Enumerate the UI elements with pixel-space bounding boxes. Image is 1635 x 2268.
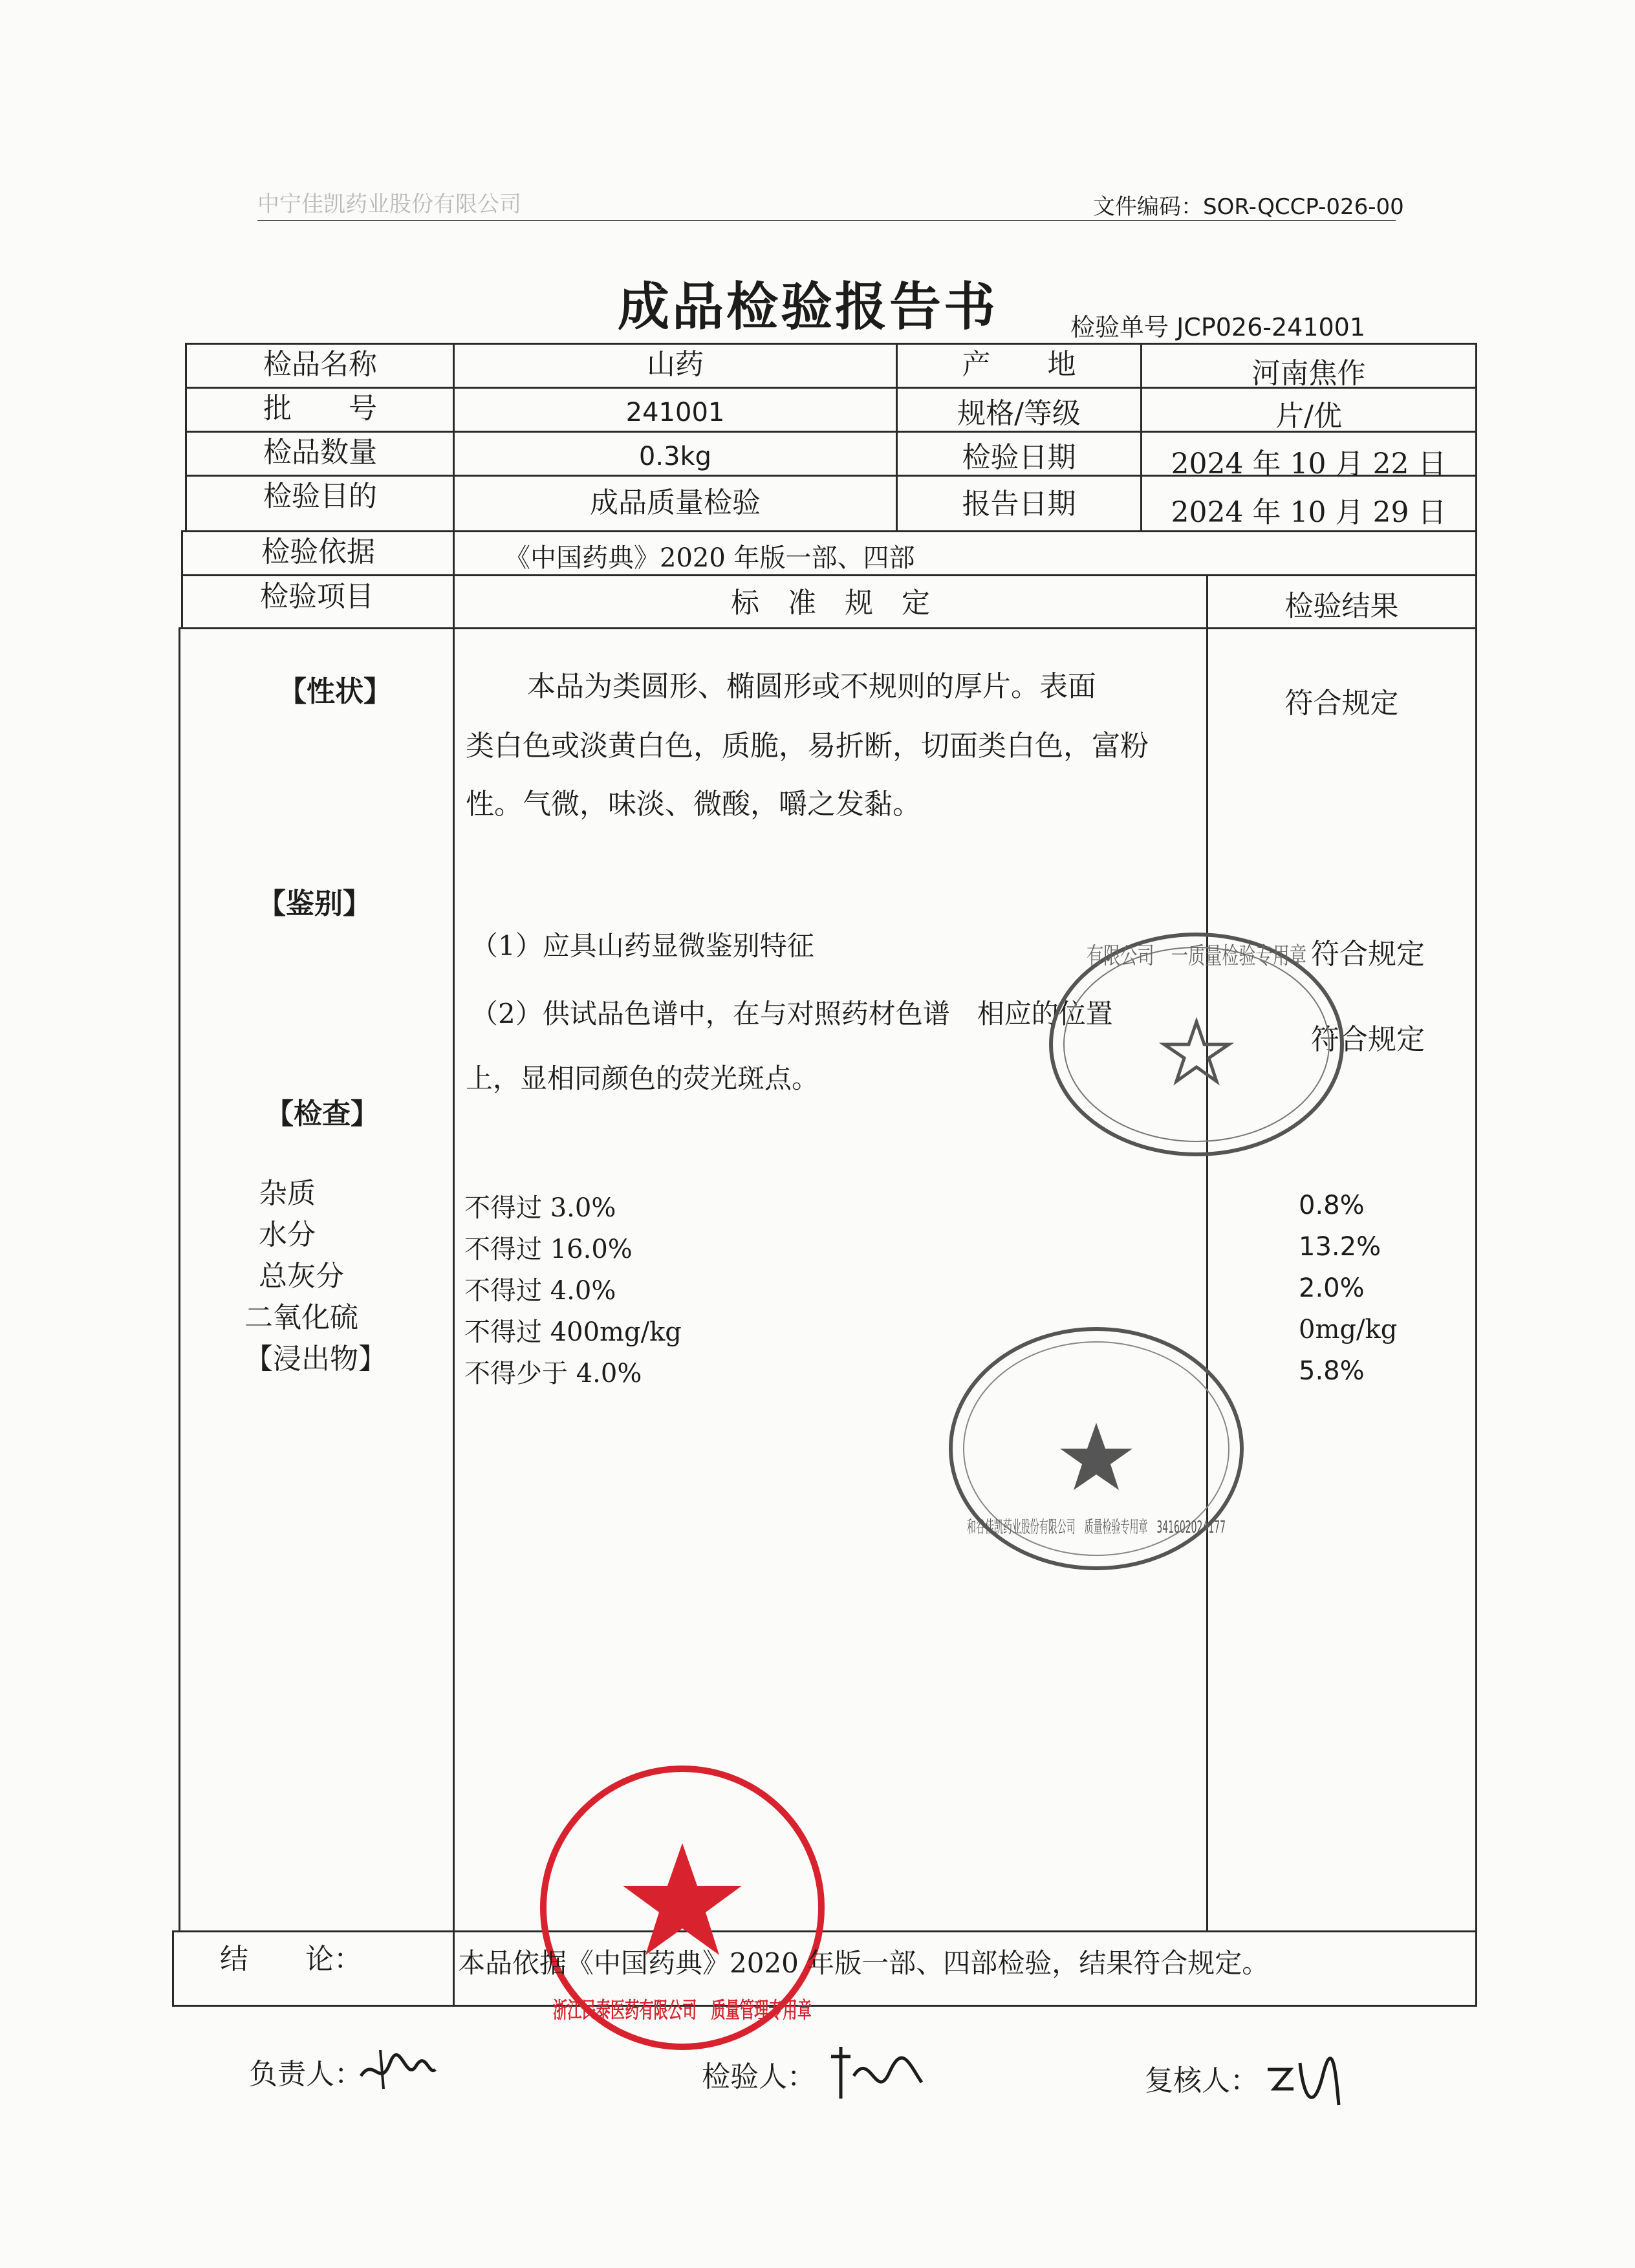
value-sample-name: 山药 bbox=[647, 348, 704, 381]
check-item-standard: 不得少于 4.0% bbox=[464, 1359, 642, 1388]
jianbie-result-1: 符合规定 bbox=[1311, 938, 1425, 971]
value-inspection-date: 2024 年 10 月 22 日 bbox=[1171, 448, 1447, 481]
check-item-result: 2.0% bbox=[1299, 1273, 1365, 1303]
responsible-person-label: 负责人： bbox=[249, 2058, 363, 2091]
label-inspection-date: 检验日期 bbox=[962, 441, 1076, 474]
xingzhuang-line-1: 本品为类圆形、椭圆形或不规则的厚片。表面 bbox=[527, 670, 1096, 703]
check-item-result: 13.2% bbox=[1299, 1232, 1381, 1262]
stamp-middle-text: 和谷佳凯药业股份有限公司 质量检验专用章 341602024177 bbox=[967, 1518, 1226, 1537]
label-standard: 标 准 规 定 bbox=[731, 587, 930, 620]
label-basis: 检验依据 bbox=[261, 535, 375, 568]
check-item-name: 二氧化硫 bbox=[244, 1301, 358, 1334]
header-rule bbox=[257, 220, 1396, 221]
check-item-result: 5.8% bbox=[1299, 1356, 1365, 1386]
conclusion-label: 结 论： bbox=[220, 1943, 362, 1976]
check-item-standard: 不得过 3.0% bbox=[464, 1193, 616, 1223]
inspector-label: 检验人： bbox=[702, 2060, 816, 2093]
jianbie-line-1: （1）应具山药显微鉴别特征 bbox=[471, 930, 814, 962]
report-title: 成品检验报告书 bbox=[618, 276, 998, 337]
label-purpose: 检验目的 bbox=[263, 480, 377, 513]
file-code: 文件编码：SOR-QCCP-026-00 bbox=[1093, 194, 1404, 220]
xingzhuang-line-2: 类白色或淡黄白色，质脆，易折断，切面类白色，富粉 bbox=[466, 729, 1149, 762]
check-item-name: 【浸出物】 bbox=[244, 1343, 387, 1376]
label-result: 检验结果 bbox=[1284, 590, 1399, 623]
check-item-standard: 不得过 4.0% bbox=[464, 1276, 616, 1306]
stamp-top-text: 有限公司 一质量检验专用章 bbox=[1087, 943, 1306, 969]
quality-inspection-stamp-middle bbox=[941, 1319, 1251, 1578]
value-spec-grade: 片/优 bbox=[1275, 400, 1342, 433]
label-test-items: 检验项目 bbox=[260, 580, 374, 613]
label-batch-number: 批 号 bbox=[263, 392, 377, 425]
check-item-name: 水分 bbox=[259, 1218, 316, 1251]
inspector-signature bbox=[825, 2037, 928, 2108]
report-number: 检验单号 JCP026-241001 bbox=[1070, 313, 1366, 341]
value-batch-number: 241001 bbox=[625, 398, 725, 427]
red-quality-management-stamp bbox=[534, 1759, 831, 2057]
xingzhuang-line-3: 性。气微，味淡、微酸，嚼之发黏。 bbox=[466, 788, 921, 821]
conclusion-text: 本品依据《中国药典》2020 年版一部、四部检验，结果符合规定。 bbox=[458, 1947, 1270, 1979]
jianbie-line-3: 上，显相同颜色的荧光斑点。 bbox=[466, 1063, 819, 1094]
label-origin: 产 地 bbox=[962, 348, 1076, 381]
xingzhuang-result: 符合规定 bbox=[1284, 687, 1399, 720]
reviewer-label: 复核人： bbox=[1145, 2064, 1259, 2097]
check-item-name: 杂质 bbox=[259, 1177, 316, 1210]
faded-company-name: 中宁佳凯药业股份有限公司 bbox=[257, 191, 521, 217]
value-report-date: 2024 年 10 月 29 日 bbox=[1171, 496, 1447, 529]
section-xingzhuang-label: 【性状】 bbox=[278, 675, 392, 708]
check-item-standard: 不得过 400mg/kg bbox=[464, 1317, 682, 1347]
section-jiancha-label: 【检查】 bbox=[265, 1097, 379, 1130]
value-sample-quantity: 0.3kg bbox=[638, 442, 712, 471]
label-spec-grade: 规格/等级 bbox=[957, 397, 1081, 430]
label-sample-name: 检品名称 bbox=[263, 348, 377, 381]
jianbie-line-2: （2）供试品色谱中，在与对照药材色谱 相应的位置 bbox=[471, 998, 1113, 1030]
section-jianbie-label: 【鉴别】 bbox=[257, 887, 371, 920]
jianbie-result-2: 符合规定 bbox=[1311, 1023, 1425, 1056]
quality-inspection-stamp-top bbox=[1041, 925, 1352, 1164]
value-basis: 《中国药典》2020 年版一部、四部 bbox=[504, 543, 915, 573]
value-origin: 河南焦作 bbox=[1251, 357, 1366, 390]
check-item-standard: 不得过 16.0% bbox=[464, 1235, 633, 1264]
check-item-result: 0.8% bbox=[1299, 1191, 1365, 1220]
reviewer-signature bbox=[1261, 2050, 1345, 2121]
check-item-result: 0mg/kg bbox=[1299, 1315, 1398, 1345]
responsible-signature bbox=[354, 2037, 439, 2095]
red-stamp-text: 浙江民泰医药有限公司 质量管理专用章 bbox=[553, 1998, 812, 2024]
label-report-date: 报告日期 bbox=[962, 488, 1076, 521]
value-purpose: 成品质量检验 bbox=[590, 486, 761, 519]
check-item-name: 总灰分 bbox=[259, 1260, 344, 1293]
label-sample-quantity: 检品数量 bbox=[263, 436, 377, 469]
